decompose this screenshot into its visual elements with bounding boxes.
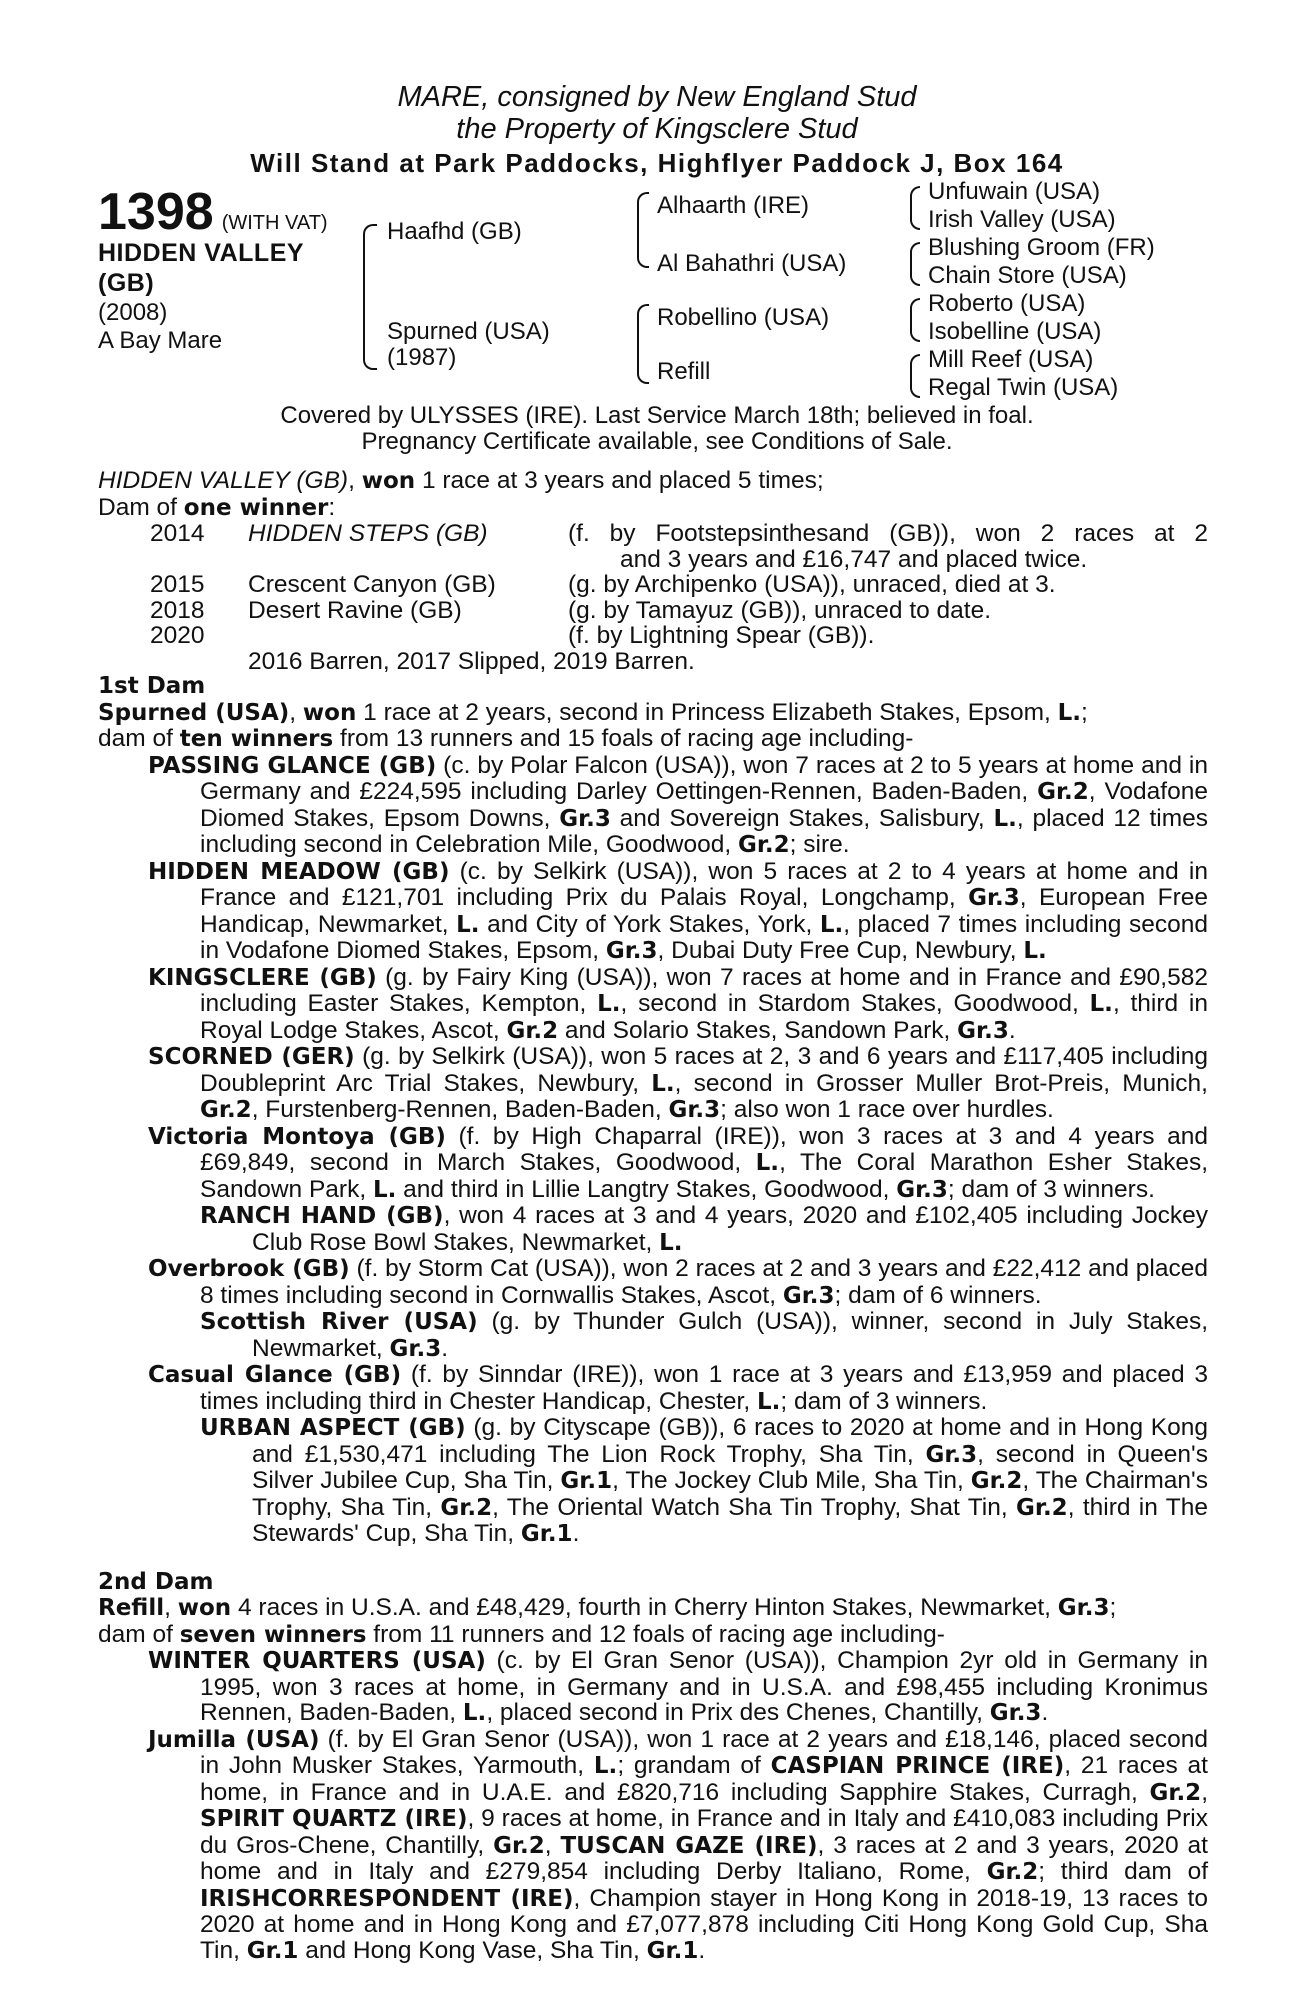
consignor-line: MARE, consigned by New England Stud: [397, 81, 917, 113]
pedigree-brace-g1: [910, 186, 920, 230]
horse-name: [98, 238, 304, 298]
second-dam-heading: 2nd Dam: [98, 1568, 214, 1595]
produce-row-continued: and 3 years and £16,747 and placed twice.: [620, 545, 1088, 573]
foaling-year: (2008): [98, 299, 168, 326]
lot-number-block: [98, 184, 328, 240]
second-dam-lead: Refill, won 4 races in U.S.A. and £48,429, fourth in Cherry Hinton Stakes, Newmarket, Gr.3;: [98, 1594, 1117, 1621]
pedigree-dam: Spurned (USA): [387, 318, 550, 345]
first-dam-lead: Spurned (USA), won 1 race at 2 years, second in Princess Elizabeth Stakes, Epsom, L.;: [98, 698, 1088, 726]
pedigree-brace-main: [363, 224, 377, 370]
progeny-entry: Overbrook (GB) (f. by Storm Cat (USA)), won 2 races at 2 and 3 years and £22,412 and placed 8 times including second in Cornwallis Stakes, Ascot, Gr.3; dam of 6 winners.: [148, 1255, 1208, 1309]
pedigree-g5: Roberto (USA): [928, 290, 1086, 317]
pregnancy-line: Pregnancy Certificate available, see Conditions of Sale.: [361, 428, 953, 455]
progeny-entry: PASSING GLANCE (GB) (c. by Polar Falcon (USA)), won 7 races at 2 to 5 years at home and in Germany and £224,595 including Darley Oettingen-Rennen, Baden-Baden, Gr.2, Vodafone Diomed Stakes, Epsom Downs, Gr.3 and Sovereign Stakes, Salisbury, L., placed 12 times including second in Celebration Mile, Goodwood, Gr.2; sire.: [148, 751, 1208, 858]
pedigree-g8: Regal Twin (USA): [928, 374, 1119, 401]
mare-summary: HIDDEN VALLEY (GB), won 1 race at 3 years and placed 5 times;: [98, 467, 824, 494]
horse-name-line2: (GB): [98, 269, 155, 297]
progeny-entry: KINGSCLERE (GB) (g. by Fairy King (USA)), won 7 races at home and in France and £90,582 including Easter Stakes, Kempton, L., second in Stardom Stakes, Goodwood, L., third in Royal Lodge Stakes, Ascot, Gr.2 and Solario Stakes, Sandown Park, Gr.3.: [148, 963, 1208, 1044]
progeny-entry: Jumilla (USA) (f. by El Gran Senor (USA)), won 1 race at 2 years and £18,146, placed second in John Musker Stakes, Yarmouth, L.; grandam of CASPIAN PRINCE (IRE), 21 races at home, in France and in U.A.E. and £820,716 including Sapphire Stakes, Curragh, Gr.2, SPIRIT QUARTZ (IRE), 9 races at home, in France and in Italy and £410,083 including Prix du Gros-Chene, Chantilly, Gr.2, TUSCAN GAZE (IRE), 3 races at 2 and 3 years, 2020 at home and in Italy and £279,854 including Derby Italiano, Rome, Gr.2; third dam of IRISHCORRESPONDENT (IRE), Champion stayer in Hong Kong in 2018-19, 13 races to 2020 at home and in Hong Kong and £7,077,878 including Citi Hong Kong Gold Cup, Sha Tin, Gr.1 and Hong Kong Vase, Sha Tin, Gr.1.: [148, 1725, 1208, 1964]
produce-row: 2018 Desert Ravine (GB) (g. by Tamayuz (GB)), unraced to date.: [150, 596, 992, 624]
pedigree-brace-sire: [637, 192, 649, 268]
pedigree-g6: Isobelline (USA): [928, 318, 1102, 345]
property-line: the Property of Kingsclere Stud: [456, 113, 858, 145]
progeny-entry: WINTER QUARTERS (USA) (c. by El Gran Senor (USA)), Champion 2yr old in Germany in 1995, won 3 races at home, in Germany and in U.S.A. and £98,455 including Kronimus Rennen, Baden-Baden, L., placed second in Prix des Chenes, Chantilly, Gr.3.: [148, 1647, 1208, 1726]
dam-of-summary: Dam of one winner:: [98, 493, 336, 521]
catalogue-body: [98, 468, 1208, 1964]
pedigree-brace-g3: [910, 298, 920, 342]
pedigree-brace-dam: [637, 304, 649, 384]
pedigree-g4: Chain Store (USA): [928, 262, 1127, 289]
pedigree-sire-dam: Al Bahathri (USA): [657, 250, 847, 277]
produce-row: 2020 (f. by Lightning Spear (GB)).: [150, 622, 875, 649]
pedigree-sire: Haafhd (GB): [387, 218, 522, 245]
pedigree-brace-g4: [910, 354, 920, 398]
progeny-entry-grandchild: RANCH HAND (GB), won 4 races at 3 and 4 years, 2020 and £102,405 including Jockey Club Rose Bowl Stakes, Newmarket, L.: [200, 1202, 1208, 1256]
progeny-entry-grandchild: URBAN ASPECT (GB) (g. by Cityscape (GB)), 6 races to 2020 at home and in Hong Kong and £1,530,471 including The Lion Rock Trophy, Sha Tin, Gr.3, second in Queen's Silver Jubilee Cup, Sha Tin, Gr.1, The Jockey Club Mile, Sha Tin, Gr.2, The Chairman's Trophy, Sha Tin, Gr.2, The Oriental Watch Sha Tin Trophy, Shat Tin, Gr.2, third in The Stewards' Cup, Sha Tin, Gr.1.: [200, 1414, 1208, 1547]
pedigree-g1: Unfuwain (USA): [928, 178, 1101, 205]
first-dam-heading: 1st Dam: [98, 673, 206, 699]
progeny-entry: Casual Glance (GB) (f. by Sinndar (IRE)), won 1 race at 3 years and £13,959 and placed 3 times including third in Chester Handicap, Chester, L.; dam of 3 winners.: [148, 1361, 1208, 1415]
horse-name-line1: HIDDEN VALLEY: [98, 239, 305, 267]
vat-label: (WITH VAT): [221, 212, 328, 234]
stand-location: Will Stand at Park Paddocks, Highflyer Paddock J, Box 164: [250, 148, 1064, 178]
pedigree-sire-sire: Alhaarth (IRE): [657, 192, 810, 219]
progeny-entry-grandchild: Scottish River (USA) (g. by Thunder Gulch (USA)), winner, second in July Stakes, Newmarket, Gr.3.: [200, 1308, 1208, 1362]
covering-line: Covered by ULYSSES (IRE). Last Service March 18th; believed in foal.: [280, 402, 1034, 429]
pedigree-brace-g2: [910, 242, 920, 286]
pedigree-dam-sire: Robellino (USA): [657, 304, 830, 331]
first-dam-produce-summary: dam of ten winners from 13 runners and 15 foals of racing age including-: [98, 725, 914, 752]
barren-record: 2016 Barren, 2017 Slipped, 2019 Barren.: [248, 647, 695, 675]
pedigree-dam-year: (1987): [387, 344, 457, 371]
pedigree-g2: Irish Valley (USA): [928, 206, 1116, 233]
pedigree-g7: Mill Reef (USA): [928, 346, 1094, 373]
lot-number: 1398: [98, 183, 214, 241]
pedigree-dam-dam: Refill: [657, 358, 711, 385]
pedigree-g3: Blushing Groom (FR): [928, 234, 1155, 261]
second-dam-produce-summary: dam of seven winners from 11 runners and 12 foals of racing age including-: [98, 1620, 945, 1648]
produce-row: 2015 Crescent Canyon (GB) (g. by Archipenko (USA)), unraced, died at 3.: [150, 571, 1056, 598]
progeny-entry: Victoria Montoya (GB) (f. by High Chaparral (IRE)), won 3 races at 3 and 4 years and £69,849, second in March Stakes, Goodwood, L., The Coral Marathon Esher Stakes, Sandown Park, L. and third in Lillie Langtry Stakes, Goodwood, Gr.3; dam of 3 winners.: [148, 1122, 1209, 1203]
horse-description: A Bay Mare: [98, 327, 223, 354]
produce-row: 2014 HIDDEN STEPS (GB) (f. by Footstepsinthesand (GB)), won 2 races at 2: [150, 520, 1208, 547]
progeny-entry: HIDDEN MEADOW (GB) (c. by Selkirk (USA)), won 5 races at 2 to 4 years at home and in France and £121,701 including Prix du Palais Royal, Longchamp, Gr.3, European Free Handicap, Newmarket, L. and City of York Stakes, York, L., placed 7 times including second in Vodafone Diomed Stakes, Epsom, Gr.3, Dubai Duty Free Cup, Newbury, L.: [148, 857, 1208, 964]
progeny-entry: SCORNED (GER) (g. by Selkirk (USA)), won 5 races at 2, 3 and 6 years and £117,405 including Doubleprint Arc Trial Stakes, Newbury, L., second in Grosser Muller Brot-Preis, Munich, Gr.2, Furstenberg-Rennen, Baden-Baden, Gr.3; also won 1 race over hurdles.: [148, 1043, 1209, 1123]
